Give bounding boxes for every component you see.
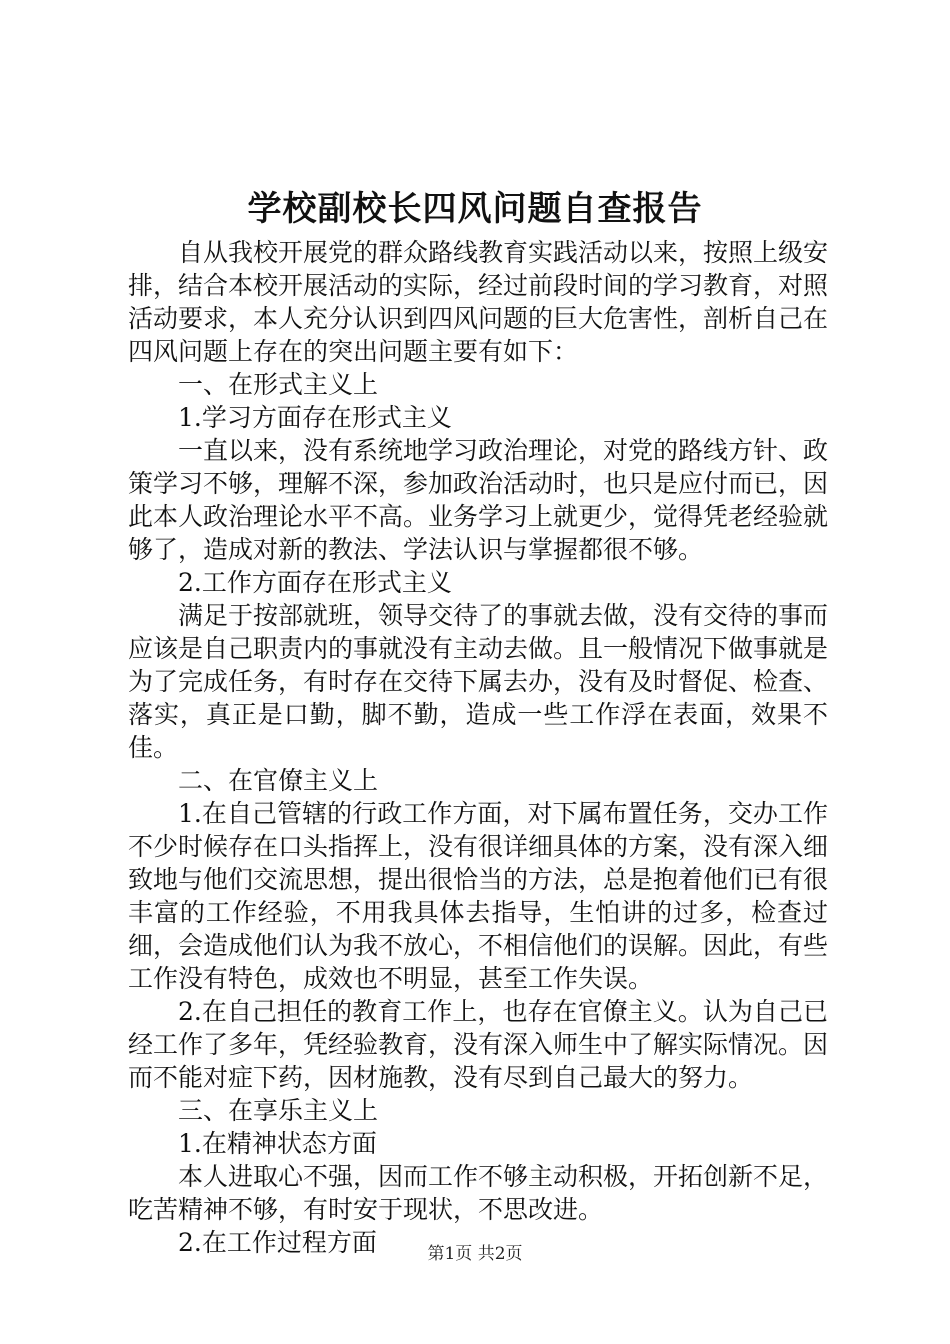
- section-heading: 二、在官僚主义上: [178, 766, 379, 795]
- body-paragraph: 1.在自己管辖的行政工作方面，对下属布置任务，交办工作不少时候存在口头指挥上，没有很详细具体的方案，没有深入细致地与他们交流思想，提出很恰当的方法，总是抱着他们已有很丰富的工作经验，不用我具体去指导，生怕讲的过多，检查过细，会造成他们认为我不放心，不相信他们的误解。因此，有些工作没有特色，成效也不明显，甚至工作失误。: [128, 799, 829, 993]
- subsection-heading: 2.工作方面存在形式主义: [178, 568, 452, 597]
- document-body: [128, 236, 828, 1259]
- body-paragraph: 满足于按部就班，领导交待了的事就去做，没有交待的事而应该是自己职责内的事就没有主动去做。且一般情况下做事就是为了完成任务，有时存在交待下属去办，没有及时督促、检查、落实，真正是口勤，脚不勤，造成一些工作浮在表面，效果不佳。: [128, 601, 829, 762]
- subsection-heading: 1.在精神状态方面: [178, 1129, 377, 1158]
- body-paragraph: 自从我校开展党的群众路线教育实践活动以来，按照上级安排，结合本校开展活动的实际，经过前段时间的学习教育，对照活动要求，本人充分认识到四风问题的巨大危害性，剖析自己在四风问题上存在的突出问题主要有如下：: [128, 238, 829, 366]
- body-paragraph: 2.在自己担任的教育工作上，也存在官僚主义。认为自己已经工作了多年，凭经验教育，没有深入师生中了解实际情况。因而不能对症下药，因材施教，没有尽到自己最大的努力。: [128, 997, 829, 1092]
- section-heading: 一、在形式主义上: [178, 370, 379, 399]
- subsection-heading: 2.在工作过程方面: [178, 1228, 377, 1257]
- page-number-footer: 第1页 共2页: [427, 1244, 523, 1264]
- body-paragraph: 一直以来，没有系统地学习政治理论，对党的路线方针、政策学习不够，理解不深，参加政治活动时，也只是应付而已，因此本人政治理论水平不高。业务学习上就更少，觉得凭老经验就够了，造成对新的教法、学法认识与掌握都很不够。: [128, 436, 829, 564]
- subsection-heading: 1.学习方面存在形式主义: [178, 403, 452, 432]
- section-heading: 三、在享乐主义上: [178, 1096, 379, 1125]
- document-title: 学校副校长四风问题自查报告: [247, 189, 703, 229]
- body-paragraph: 本人进取心不强，因而工作不够主动积极，开拓创新不足，吃苦精神不够，有时安于现状，不思改进。: [128, 1162, 829, 1224]
